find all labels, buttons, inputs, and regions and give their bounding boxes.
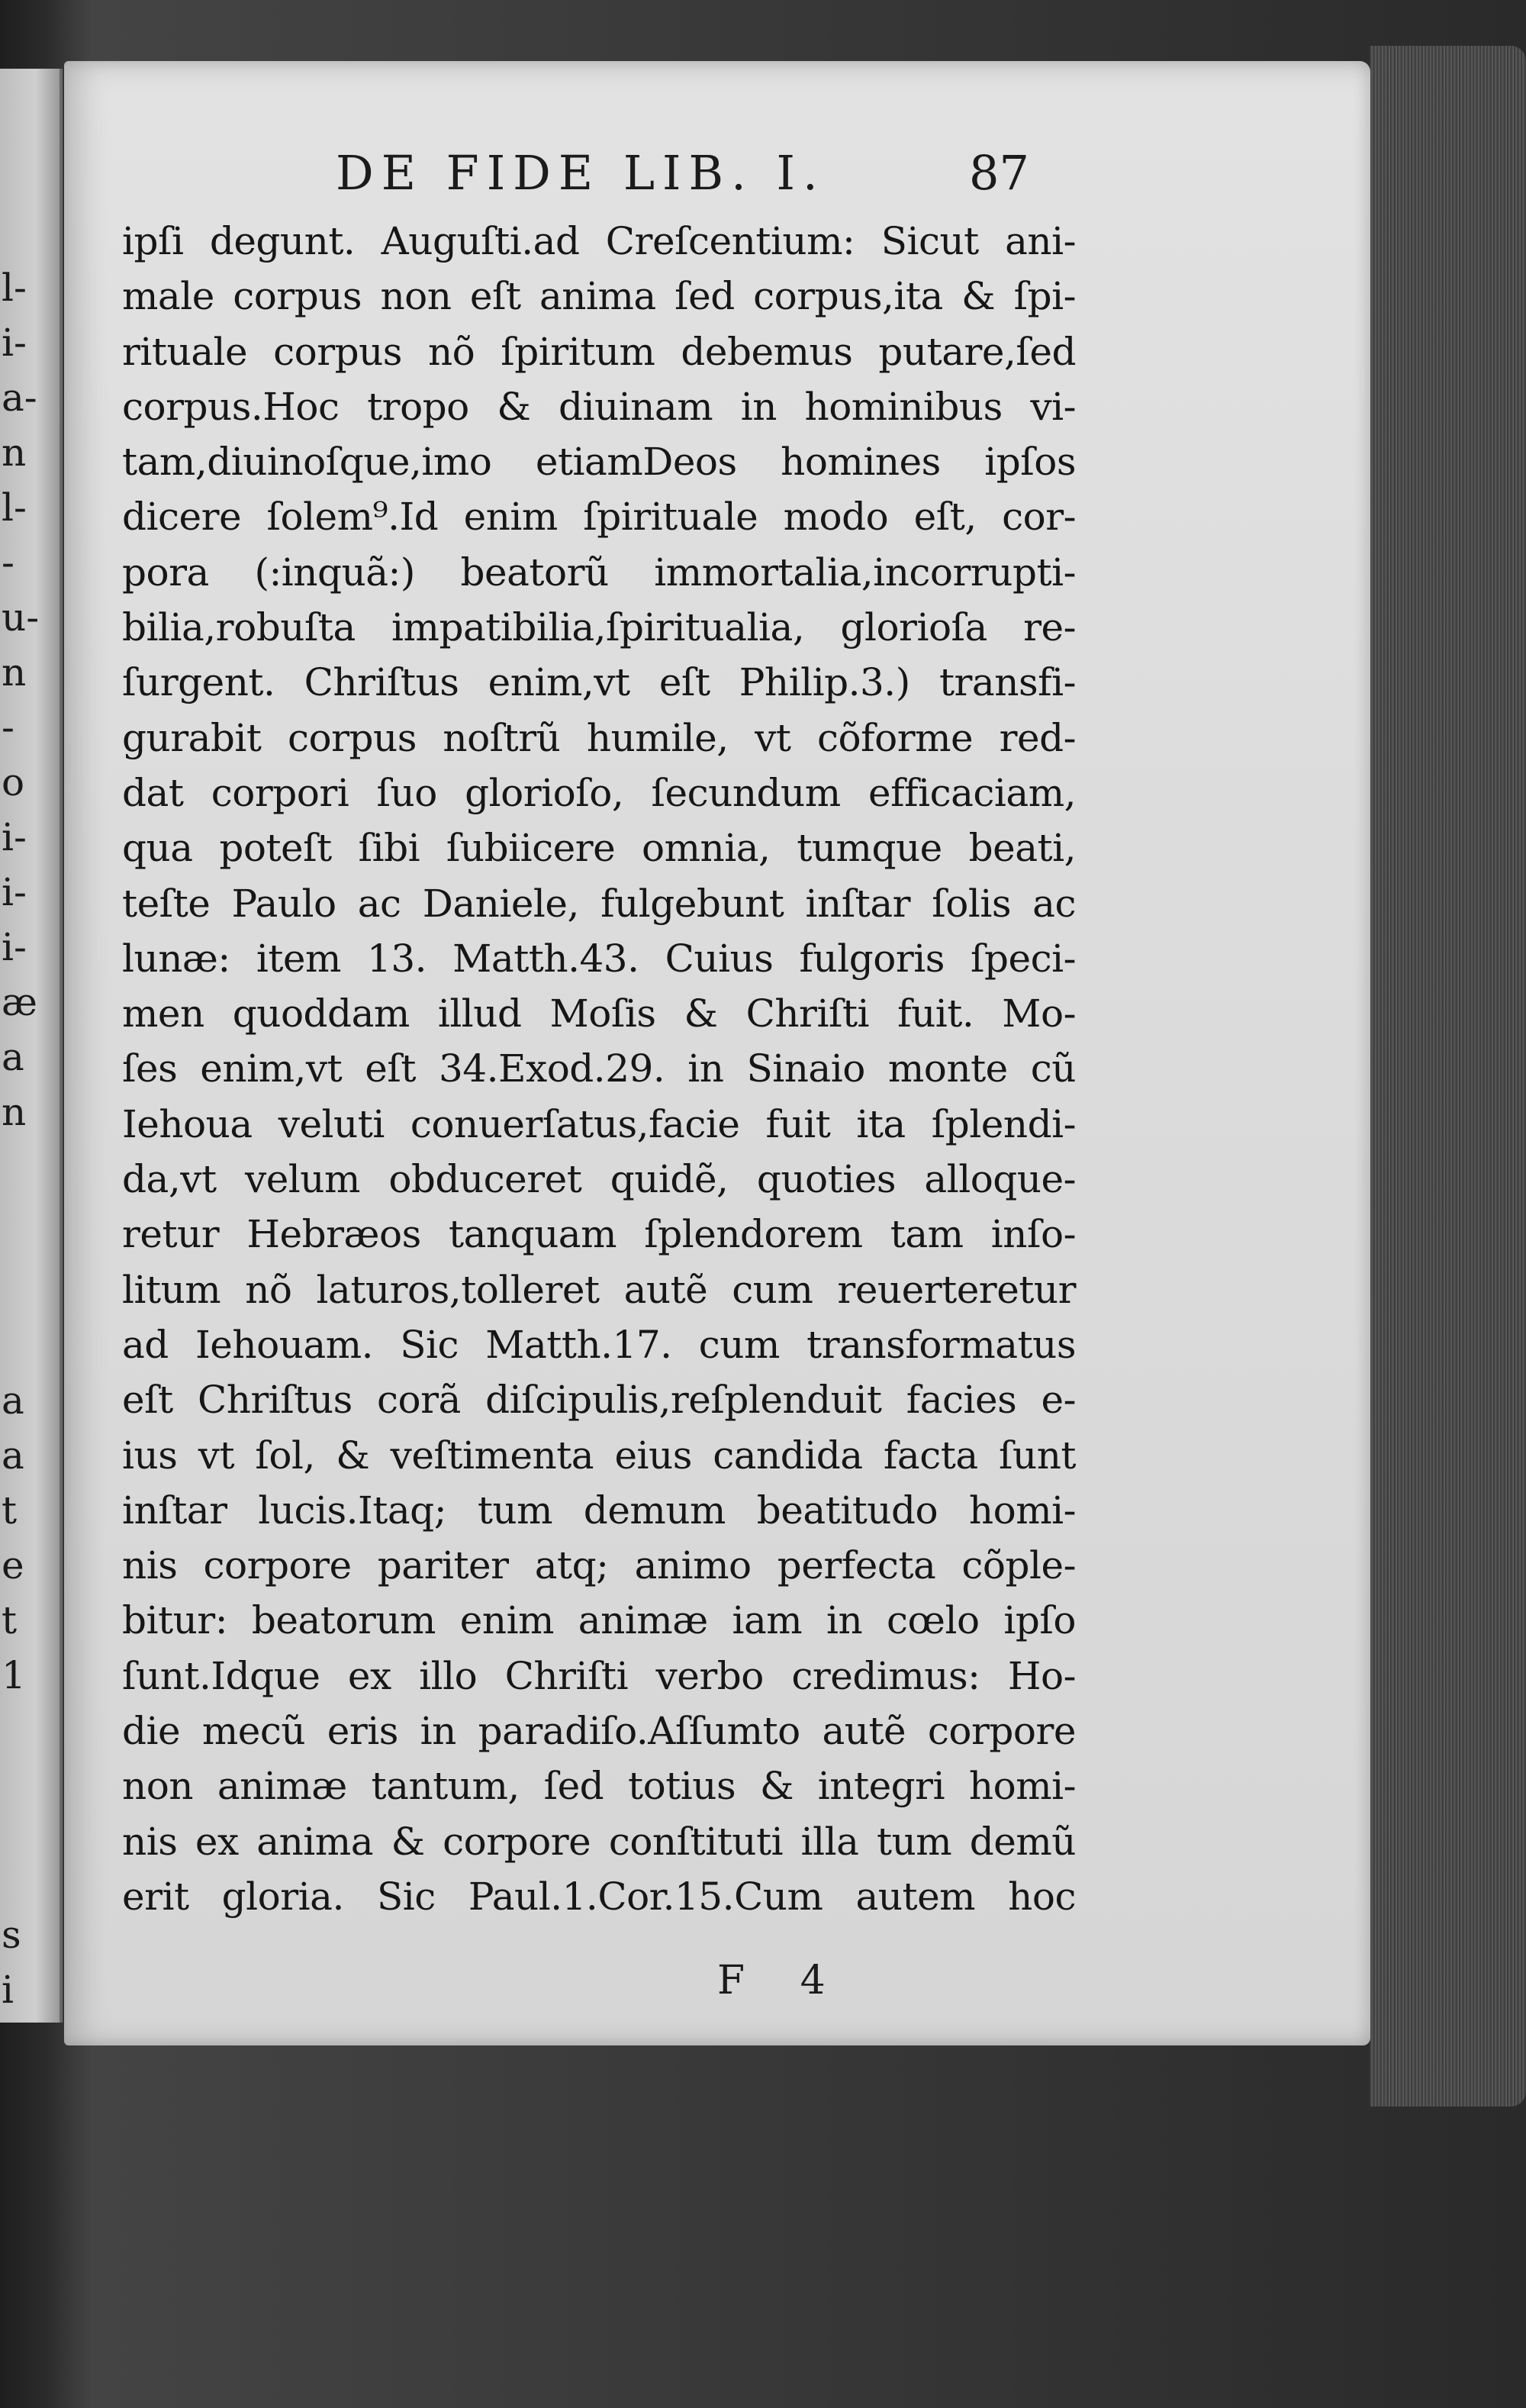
facing-page-fragment: e [2, 1543, 24, 1588]
running-title: DE FIDE LIB. I. [336, 145, 826, 201]
text-line: gurabit corpus noſtrũ humile, vt cõforme red- [122, 715, 1076, 760]
facing-page-fragment: l- [2, 266, 27, 310]
text-line: dicere ſolem⁹.Id enim ſpirituale modo eſt, cor- [122, 495, 1076, 540]
text-line: Iehoua veluti conuerſatus,facie fuit ita ſplendi- [122, 1101, 1076, 1146]
facing-page-fragment: i- [2, 925, 27, 969]
text-line: ſes enim,vt eſt 34.Exod.29. in Sinaio monte cũ [122, 1046, 1076, 1091]
text-line: eſt Chriſtus corã diſcipulis,reſplenduit facies e- [122, 1378, 1076, 1423]
facing-page-fragment: 1 [2, 1653, 26, 1697]
page-number: 87 [969, 145, 1029, 201]
facing-page-fragment: i- [2, 870, 27, 914]
facing-page-fragment: - [2, 540, 14, 585]
text-line: litum nõ laturos,tolleret autẽ cum reuerteretur [122, 1267, 1076, 1312]
facing-page-fragment: i [2, 1968, 14, 2012]
text-line: ſunt.Idque ex illo Chriſti verbo credimus: Ho- [122, 1653, 1076, 1698]
text-line: men quoddam illud Moſis & Chriſti fuit. Mo- [122, 991, 1076, 1036]
text-line: die mecũ eris in paradiſo.Aſſumto autẽ corpore [122, 1709, 1076, 1754]
text-line: ius vt ſol, & veſtimenta eius candida facta ſunt [122, 1433, 1076, 1478]
text-line: tam,diuinoſque,imo etiamDeos homines ipſos [122, 440, 1076, 485]
text-line: bilia,robuſta impatibilia,ſpiritualia, glorioſa re- [122, 605, 1076, 650]
book-fore-edge [1370, 46, 1526, 2107]
facing-page-fragment: n [2, 1090, 27, 1134]
text-line: inſtar lucis.Itaq; tum demum beatitudo homi- [122, 1488, 1076, 1533]
facing-page-fragment: t [2, 1598, 18, 1642]
facing-page-fragment: o [2, 760, 25, 804]
facing-page-fragment: a [2, 1378, 24, 1423]
facing-page-fragment: æ [2, 980, 37, 1024]
text-line: ſurgent. Chriſtus enim,vt eſt Philip.3.) transfi- [122, 660, 1076, 705]
text-line: ipſi degunt. Auguſti.ad Creſcentium: Sicut ani- [122, 219, 1076, 263]
text-line: corpus.Hoc tropo & diuinam in hominibus vi- [122, 384, 1076, 429]
text-line: lunæ: item 13. Matth.43. Cuius fulgoris ſpeci- [122, 936, 1076, 981]
text-line: pora (:inquã:) beatorũ immortalia,incorrupti- [122, 550, 1076, 595]
text-line: non animæ tantum, ſed totius & integri homi- [122, 1764, 1076, 1809]
text-line: retur Hebræos tanquam ſplendorem tam inſo- [122, 1212, 1076, 1257]
text-line: nis corpore pariter atq; animo perfecta cõple- [122, 1543, 1076, 1588]
facing-page-fragment: i- [2, 321, 27, 365]
facing-page-fragment: a [2, 1035, 24, 1079]
text-line: rituale corpus nõ ſpiritum debemus putare,ſed [122, 329, 1076, 374]
facing-page-fragment: a- [2, 376, 37, 420]
body-text [122, 214, 1076, 1924]
text-line: bitur: beatorum enim animæ iam in cœlo ipſo [122, 1598, 1076, 1643]
facing-page-fragment: t [2, 1488, 18, 1533]
facing-page-edge [0, 69, 63, 2023]
facing-page-fragment: s [2, 1913, 21, 1957]
text-line: teſte Paulo ac Daniele, fulgebunt inſtar ſolis ac [122, 881, 1076, 926]
facing-page-fragment: u- [2, 595, 40, 640]
facing-page-fragment: l- [2, 485, 27, 530]
running-head [114, 145, 1061, 214]
text-line: qua poteſt ſibi ſubiicere omnia, tumque beati, [122, 826, 1076, 871]
text-line: erit gloria. Sic Paul.1.Cor.15.Cum autem hoc [122, 1874, 1076, 1919]
text-line: dat corpori ſuo glorioſo, ſecundum efficaciam, [122, 770, 1076, 815]
facing-page-fragment: - [2, 705, 14, 749]
text-line: ad Iehouam. Sic Matth.17. cum transformatus [122, 1322, 1076, 1367]
signature-mark: F 4 [717, 1958, 847, 2003]
facing-page-fragment: a [2, 1433, 24, 1478]
text-line: da,vt velum obduceret quidẽ, quoties alloque- [122, 1157, 1076, 1202]
facing-page-fragment: n [2, 650, 27, 695]
facing-page-fragment: n [2, 430, 27, 475]
facing-page-fragment: i- [2, 815, 27, 859]
text-line: nis ex anima & corpore conſtituti illa tum demũ [122, 1819, 1076, 1864]
text-line: male corpus non eſt anima ſed corpus,ita & ſpi- [122, 274, 1076, 319]
